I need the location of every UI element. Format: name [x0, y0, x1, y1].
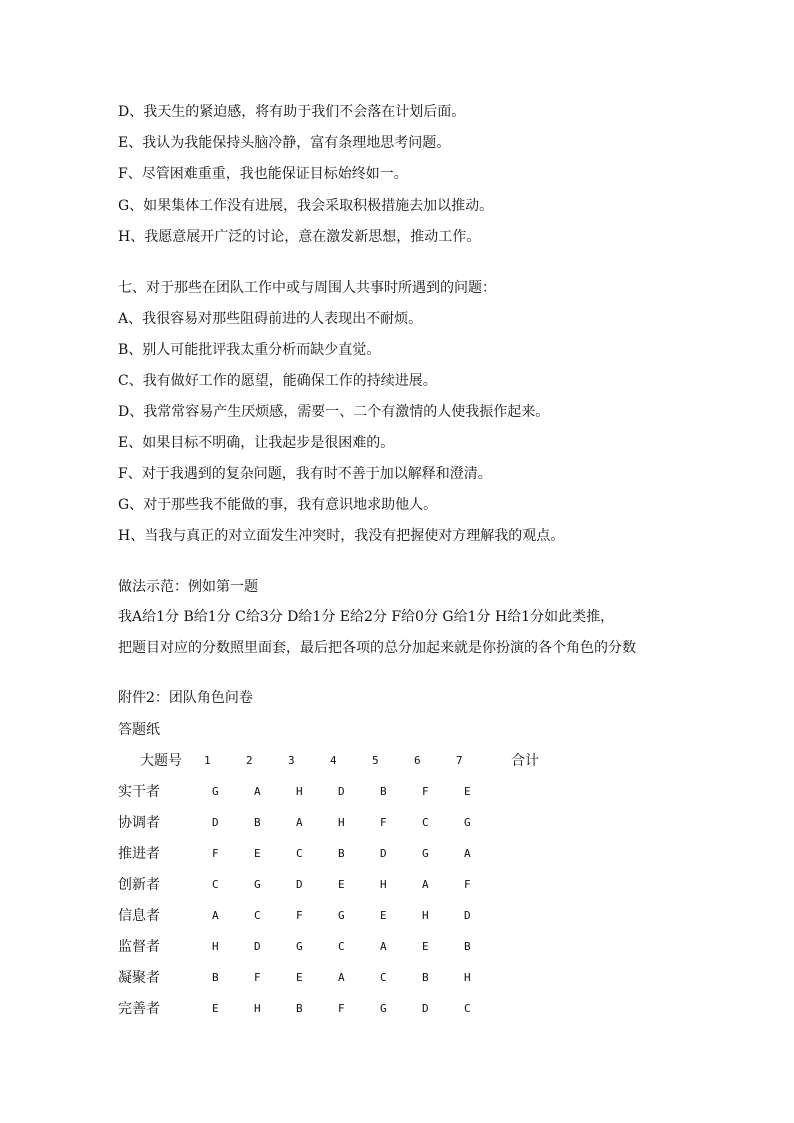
table-cell: F	[254, 971, 261, 984]
table-cell: E	[212, 1002, 219, 1015]
table-cell: C	[212, 878, 219, 891]
q7-option-h: H、当我与真正的对立面发生冲突时，我没有把握使对方理解我的观点。	[118, 528, 565, 544]
table-cell: G	[464, 816, 471, 829]
role-label: 协调者	[118, 815, 160, 831]
table-cell: A	[212, 909, 219, 922]
table-cell: D	[296, 878, 303, 891]
table-row	[118, 876, 718, 896]
example-line-2: 把题目对应的分数照里面套，最后把各项的总分加起来就是你扮演的各个角色的分数	[118, 640, 636, 656]
table-row	[118, 907, 718, 927]
table-cell: F	[338, 1002, 345, 1015]
q6-option-h: H、我愿意展开广泛的讨论，意在激发新思想，推动工作。	[118, 229, 481, 245]
table-row	[118, 845, 718, 865]
table-cell: D	[422, 1002, 429, 1015]
table-cell: G	[422, 847, 429, 860]
role-label: 完善者	[118, 1001, 160, 1017]
table-cell: H	[464, 971, 471, 984]
table-row	[118, 938, 718, 958]
table-cell: C	[422, 816, 429, 829]
table-cell: H	[212, 940, 219, 953]
role-label: 创新者	[118, 877, 160, 893]
answer-sheet-title: 答题纸	[118, 722, 160, 738]
table-cell: A	[422, 878, 429, 891]
header-col-3: 3	[288, 754, 295, 767]
role-label: 监督者	[118, 939, 160, 955]
table-row	[118, 969, 718, 989]
role-label: 实干者	[118, 784, 160, 800]
example-title: 做法示范：例如第一题	[118, 579, 258, 595]
header-col-1: 1	[204, 754, 211, 767]
q7-option-f: F、对于我遇到的复杂问题，我有时不善于加以解释和澄清。	[118, 466, 492, 482]
table-cell: F	[464, 878, 471, 891]
table-cell: H	[338, 816, 345, 829]
q7-option-a: A、我很容易对那些阻碍前进的人表现出不耐烦。	[118, 311, 423, 327]
table-cell: F	[422, 785, 429, 798]
q7-option-d: D、我常常容易产生厌烦感，需要一、二个有激情的人使我振作起来。	[118, 404, 550, 420]
table-cell: C	[464, 1002, 471, 1015]
table-cell: G	[212, 785, 219, 798]
table-cell: D	[464, 909, 471, 922]
table-cell: A	[380, 940, 387, 953]
q7-option-b: B、别人可能批评我太重分析而缺少直觉。	[118, 342, 381, 358]
role-label: 凝聚者	[118, 970, 160, 986]
table-cell: H	[422, 909, 429, 922]
q7-title: 七、对于那些在团队工作中或与周围人共事时所遇到的问题：	[118, 280, 496, 296]
table-cell: C	[380, 971, 387, 984]
q6-option-d: D、我天生的紧迫感，将有助于我们不会落在计划后面。	[118, 104, 466, 120]
table-row	[118, 814, 718, 834]
q7-option-g: G、对于那些我不能做的事，我有意识地求助他人。	[118, 497, 438, 513]
q6-option-f: F、尽管困难重重，我也能保证目标始终如一。	[118, 166, 408, 182]
table-cell: E	[380, 909, 387, 922]
q7-option-c: C、我有做好工作的愿望，能确保工作的持续进展。	[118, 373, 437, 389]
answer-table-header	[118, 752, 718, 772]
table-cell: H	[380, 878, 387, 891]
header-question-number-label: 大题号	[140, 753, 182, 769]
header-col-5: 5	[372, 754, 379, 767]
table-cell: C	[338, 940, 345, 953]
table-cell: E	[464, 785, 471, 798]
table-cell: D	[254, 940, 261, 953]
table-cell: A	[296, 816, 303, 829]
q6-option-e: E、我认为我能保持头脑冷静，富有条理地思考问题。	[118, 135, 451, 151]
table-cell: E	[422, 940, 429, 953]
table-cell: F	[380, 816, 387, 829]
table-cell: B	[380, 785, 387, 798]
table-cell: F	[296, 909, 303, 922]
table-cell: D	[212, 816, 219, 829]
role-label: 信息者	[118, 908, 160, 924]
table-cell: E	[296, 971, 303, 984]
role-label: 推进者	[118, 846, 160, 862]
table-cell: A	[464, 847, 471, 860]
table-cell: G	[380, 1002, 387, 1015]
table-cell: G	[338, 909, 345, 922]
table-cell: E	[254, 847, 261, 860]
table-cell: E	[338, 878, 345, 891]
table-cell: B	[212, 971, 219, 984]
table-row	[118, 1000, 718, 1020]
table-cell: G	[254, 878, 261, 891]
table-cell: A	[254, 785, 261, 798]
header-col-7: 7	[456, 754, 463, 767]
q7-option-e: E、如果目标不明确，让我起步是很困难的。	[118, 435, 395, 451]
q6-option-g: G、如果集体工作没有进展，我会采取积极措施去加以推动。	[118, 198, 494, 214]
header-col-6: 6	[414, 754, 421, 767]
table-cell: A	[338, 971, 345, 984]
table-cell: D	[380, 847, 387, 860]
example-line-1: 我A给1分 B给1分 C给3分 D给1分 E给2分 F给0分 G给1分 H给1分如此类推，	[118, 609, 615, 625]
table-cell: B	[254, 816, 261, 829]
table-row	[118, 783, 718, 803]
table-cell: H	[296, 785, 303, 798]
appendix-title: 附件2：团队角色问卷	[118, 690, 253, 706]
table-cell: C	[254, 909, 261, 922]
table-cell: B	[338, 847, 345, 860]
table-cell: C	[296, 847, 303, 860]
table-cell: G	[296, 940, 303, 953]
header-total-label: 合计	[511, 753, 539, 769]
table-cell: B	[464, 940, 471, 953]
table-cell: H	[254, 1002, 261, 1015]
table-cell: D	[338, 785, 345, 798]
table-cell: B	[422, 971, 429, 984]
table-cell: B	[296, 1002, 303, 1015]
header-col-2: 2	[246, 754, 253, 767]
table-cell: F	[212, 847, 219, 860]
header-col-4: 4	[330, 754, 337, 767]
